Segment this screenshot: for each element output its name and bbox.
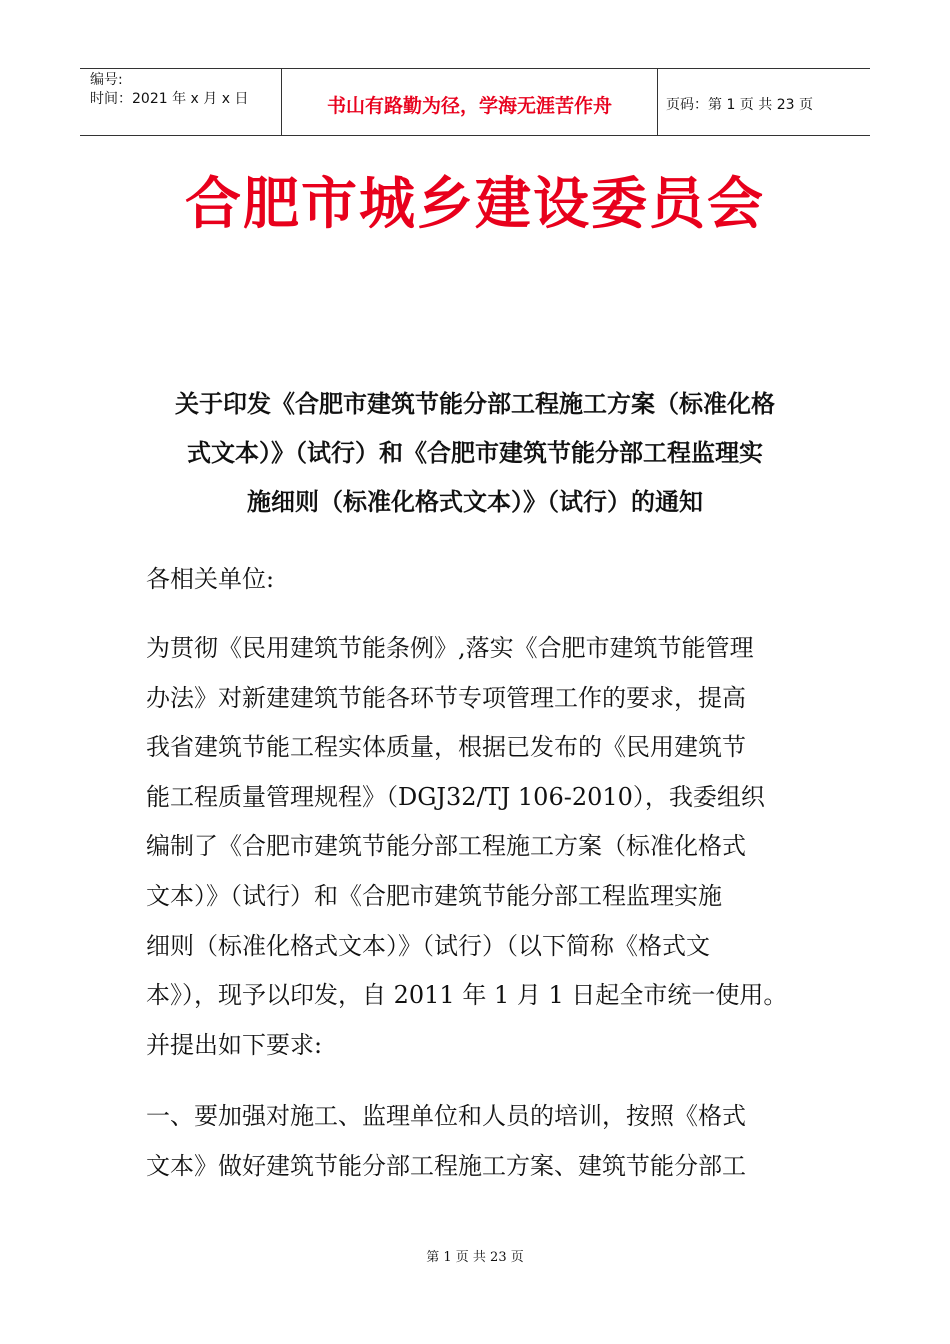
page-info: 页码：第 1 页 共 23 页 bbox=[666, 97, 813, 113]
page-footer: 第 1 页 共 23 页 bbox=[426, 1250, 524, 1265]
motto-text: 书山有路勤为径，学海无涯苦作舟 bbox=[326, 94, 612, 117]
document-header bbox=[80, 68, 870, 136]
header-motto-cell bbox=[282, 69, 658, 135]
subject-line: 施细则（标准化格式文本）》（试行）的通知 bbox=[247, 488, 703, 516]
body-line: 细则（标准化格式文本）》（试行）（以下简称《格式文 bbox=[146, 931, 710, 960]
body-line: 文本》做好建筑节能分部工程施工方案、建筑节能分部工 bbox=[146, 1151, 746, 1180]
body-line: 并提出如下要求: bbox=[146, 1030, 323, 1059]
date-label: 时间：2021 年 x 月 x 日 bbox=[90, 91, 249, 107]
body-line: 办法》对新建建筑节能各环节专项管理工作的要求，提高 bbox=[146, 683, 746, 712]
header-meta-cell bbox=[80, 69, 282, 135]
subject-line: 式文本）》（试行）和《合肥市建筑节能分部工程监理实 bbox=[187, 439, 763, 467]
organization-title: 合肥市城乡建设委员会 bbox=[185, 172, 765, 237]
body-line: 文本）》（试行）和《合肥市建筑节能分部工程监理实施 bbox=[146, 881, 722, 910]
document-subject bbox=[120, 380, 830, 527]
header-page-cell bbox=[658, 69, 870, 135]
body-line: 本》），现予以印发，自 2011 年 1 月 1 日起全市统一使用。 bbox=[146, 981, 788, 1010]
body-line: 一、要加强对施工、监理单位和人员的培训，按照《格式 bbox=[146, 1102, 746, 1130]
body-line: 我省建筑节能工程实体质量，根据已发布的《民用建筑节 bbox=[146, 733, 746, 762]
paragraph-requirement-1 bbox=[146, 1092, 846, 1191]
body-line: 能工程质量管理规程》（DGJ32/TJ 106-2010），我委组织 bbox=[146, 782, 765, 811]
salutation-text: 各相关单位: bbox=[146, 565, 275, 593]
body-line: 编制了《合肥市建筑节能分部工程施工方案（标准化格式 bbox=[146, 832, 746, 861]
serial-number-label: 编号: bbox=[90, 72, 123, 88]
subject-line: 关于印发《合肥市建筑节能分部工程施工方案（标准化格 bbox=[175, 390, 775, 418]
body-line: 为贯彻《民用建筑节能条例》,落实《合肥市建筑节能管理 bbox=[146, 634, 754, 662]
paragraph-intro bbox=[146, 624, 846, 1070]
salutation bbox=[146, 555, 846, 605]
